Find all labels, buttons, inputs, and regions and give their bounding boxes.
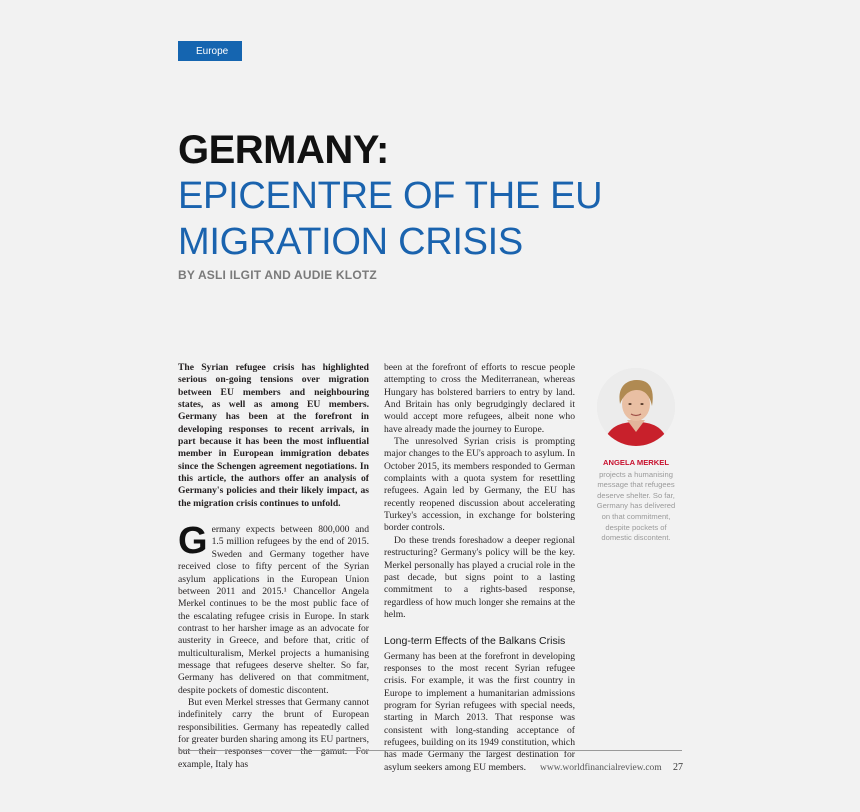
caption-text: projects a humanising message that refugees deserve shelter. So far, Germany has delivered on that commitment, despite pockets of domestic discontent. [596, 469, 676, 543]
page-number: 27 [673, 762, 683, 773]
headline [178, 128, 698, 264]
column-1 [178, 362, 369, 771]
body-paragraph-2-continued: been at the forefront of efforts to rescue people attempting to cross the Mediterranean, whereas Hungary has bolstered barriers to entry by land. And Britain has only begrudgingly declared it would accept more refugees, albeit none who have already made the journey to Europe. [384, 362, 575, 435]
portrait-illustration [597, 368, 675, 446]
caption-name: ANGELA MERKEL [603, 458, 669, 467]
byline: BY ASLI ILGIT AND AUDIE KLOTZ [178, 268, 377, 282]
section-subheading: Long-term Effects of the Balkans Crisis [384, 635, 566, 648]
footer-url: www.worldfinancialreview.com [540, 763, 662, 773]
column-2 [384, 362, 575, 774]
headline-line-1: GERMANY: [178, 128, 389, 172]
body-paragraph-2: But even Merkel stresses that Germany cannot indefinitely carry the brunt of European responsibilities. Germany has repeatedly called for greater burden sharing among its EU partners, but their responses cover the gamut. For example, Italy has [178, 696, 369, 770]
body-paragraph-5: Germany has been at the forefront in developing responses to the most recent Syrian refugee crisis. For example, it was the first country in Europe to implement a humanitarian admissions program for Syrian refugees with special needs, starting in March 2013. That response was consistent with long-standing acceptance of refugees, building on its 1949 constitution, which has made Germany the largest destination for asylum seekers among EU members. [384, 650, 575, 773]
drop-cap: G [178, 520, 208, 563]
footer-divider [178, 750, 682, 751]
body-paragraph-4: Do these trends foreshadow a deeper regional restructuring? Germany's policy will be the key. Merkel personally has played a crucial role in the past decade, but signs point to a lasting commitment to a rights-based response, regardless of how much longer she remains at the helm. [384, 534, 575, 620]
body-paragraph-1-text: ermany expects between 800,000 and 1.5 million refugees by the end of 2015. Sweden and Germany together have received close to fifty percent of the Syrian asylum applications in the European Union between 2011 and 2015.¹ Chancellor Angela Merkel continues to be the most public face of the escalating refugee crisis in Europe. In stark contrast to her harsher image as an advocate for austerity in Greece, and before that, critic of multiculturalism, Merkel projects a humanising message that refugees deserve shelter. So far, Germany has delivered on that commitment, despite pockets of domestic discontent. [178, 524, 369, 696]
body-paragraph-1 [178, 520, 369, 697]
standfirst: The Syrian refugee crisis has highlighted serious on-going tensions over migration between EU members and neighbouring states, as well as among EU members. Germany has been at the forefront in developing responses to recent arrivals, in part because it has been the most influential member in European immigration debates since the Schengen agreement negotiations. In this article, the authors offer an analysis of Germany's policies and their likely impact, as the migration crisis continues to unfold. [178, 362, 369, 509]
body-paragraph-3: The unresolved Syrian crisis is prompting major changes to the EU's approach to asylum. In October 2015, its members responded to German complaints with a quota system for resettling refugees. Again led by Germany, the EU has recently reopened discussion about accelerating Turkey's accession, in exchange for bolstering border controls. [384, 436, 575, 534]
headline-line-2: EPICENTRE OF THE EU [178, 175, 603, 217]
merkel-portrait-image [597, 368, 675, 446]
section-tag: Europe [178, 41, 242, 61]
photo-caption [596, 458, 676, 544]
headline-line-3: MIGRATION CRISIS [178, 221, 523, 263]
